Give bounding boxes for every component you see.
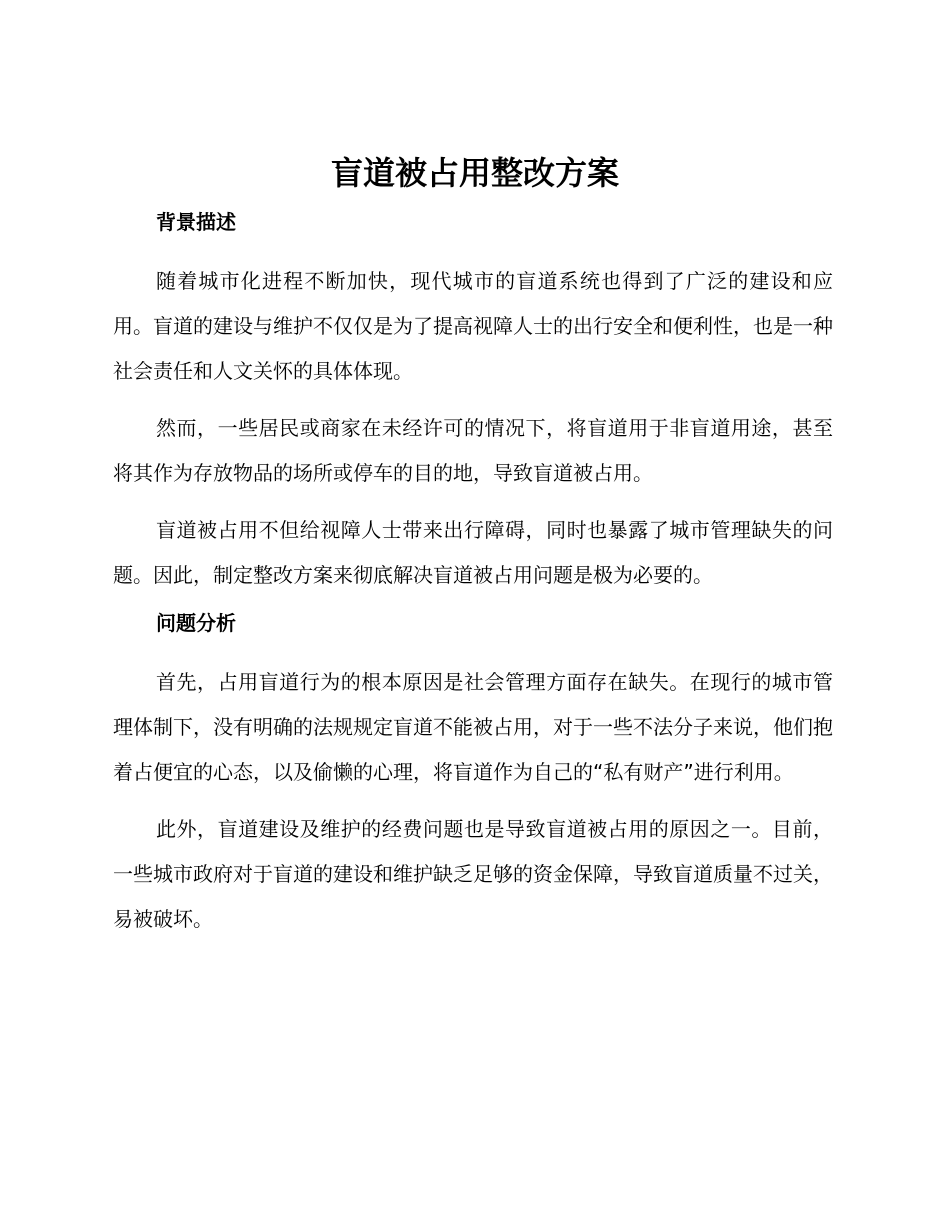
section-problem-analysis [113, 606, 833, 942]
paragraph: 然而，一些居民或商家在未经许可的情况下，将盲道用于非盲道用途，甚至将其作为存放物品的场所或停车的目的地，导致盲道被占用。 [113, 416, 833, 485]
paragraph: 此外，盲道建设及维护的经费问题也是导致盲道被占用的原因之一。目前，一些城市政府对于盲道的建设和维护缺乏足够的资金保障，导致盲道质量不过关，易被破坏。 [113, 817, 833, 931]
document-title: 盲道被占用整改方案 [330, 154, 619, 192]
paragraph: 首先，占用盲道行为的根本原因是社会管理方面存在缺失。在现行的城市管理体制下，没有明确的法规规定盲道不能被占用，对于一些不法分子来说，他们抱着占便宜的心态，以及偷懒的心理，将盲道作为自己的“私有财产”进行利用。 [113, 670, 833, 784]
paragraph: 盲道被占用不但给视障人士带来出行障碍，同时也暴露了城市管理缺失的问题。因此，制定整改方案来彻底解决盲道被占用问题是极为必要的。 [113, 518, 833, 587]
paragraph: 随着城市化进程不断加快，现代城市的盲道系统也得到了广泛的建设和应用。盲道的建设与维护不仅仅是为了提高视障人士的出行安全和便利性，也是一种社会责任和人文关怀的具体体现。 [113, 269, 833, 383]
section-heading: 背景描述 [156, 210, 236, 234]
document-body [113, 205, 833, 942]
section-background [113, 205, 833, 598]
section-heading: 问题分析 [156, 611, 236, 635]
